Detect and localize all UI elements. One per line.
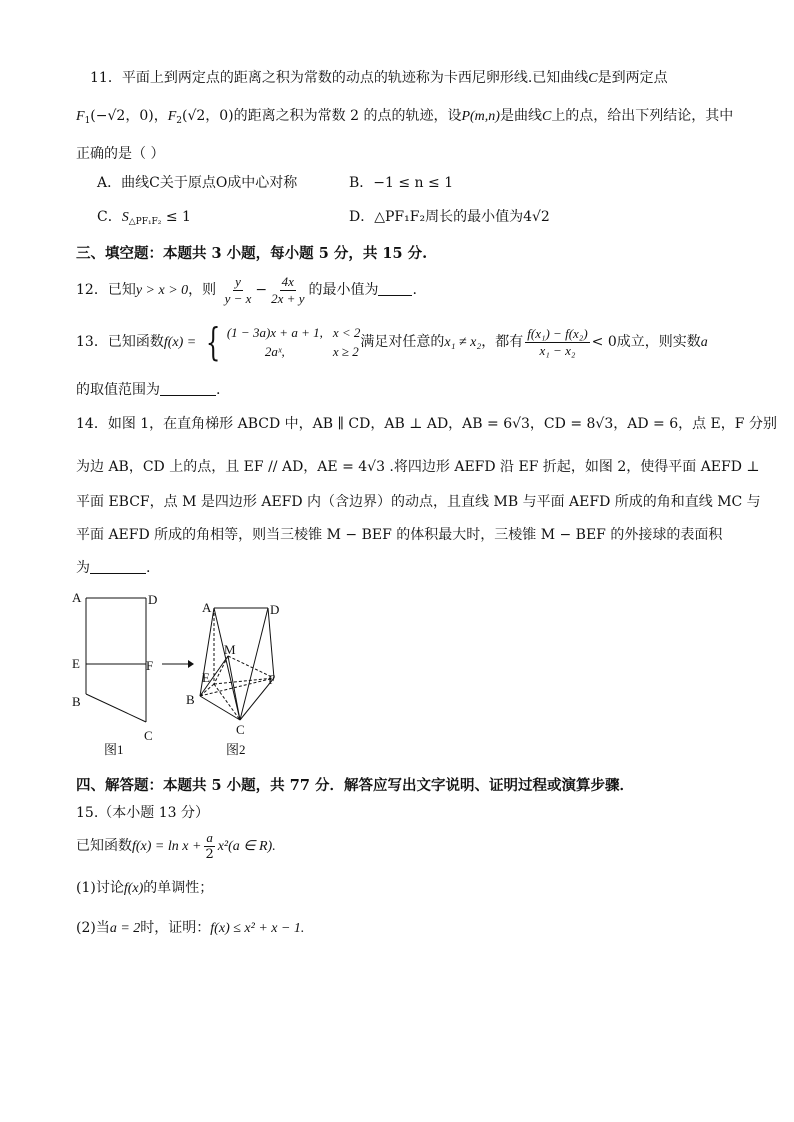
q14-line5	[76, 558, 150, 578]
q15-part2	[76, 918, 304, 939]
point-P: P(m,n)	[461, 109, 500, 124]
fig2-label-m: M	[224, 642, 236, 657]
q15-part1-f: f(x)	[123, 881, 144, 896]
q11-line2-text: 的距离之积为常数 2 的点的轨迹，设	[233, 108, 462, 124]
case2-cond: x ≥ 2	[332, 344, 359, 359]
q12-fraction2: $\frac{4x}{2x + y}$	[271, 273, 305, 306]
q13-fraction: $\frac{\text{f(x₁) − f(x₂)}}{\text{x₁ − x₂}}$	[527, 325, 588, 358]
fig1-label-b: B	[72, 694, 81, 709]
q13-answer-blank[interactable]	[160, 381, 216, 396]
fig1-label-e: E	[72, 656, 80, 671]
option-c-label: C．	[97, 209, 122, 225]
q15-function: f(x) = ln x +	[132, 839, 202, 854]
section4-title: 四、解答题：本题共 5 小题，共 77 分．解答应写出文字说明、证明过程或演算步骤．	[76, 777, 634, 794]
figure-1-trapezoid	[72, 590, 157, 757]
q14-figures	[64, 588, 304, 768]
brace-icon: {	[205, 320, 221, 364]
q11-line3: 正确的是（ ）	[76, 146, 165, 162]
q15-fraction: $\frac{a}{2}$	[205, 829, 214, 862]
q11-line2-end: 上的点，给出下列结论，其中	[551, 108, 734, 124]
q12-fraction1: $\frac{y}{y - x}$	[224, 273, 252, 306]
F2-coord: (√2，0)	[181, 108, 234, 124]
q11-line1	[90, 68, 668, 89]
q12-condition: y > x > 0	[135, 283, 189, 298]
q13-line2-text: 的取值范围为	[76, 382, 160, 398]
q11-option-b: B．−1 ≤ n ≤ 1	[349, 175, 454, 191]
q13-mid: 满足对任意的	[360, 334, 445, 350]
q15-part2-prefix: (2)当	[76, 920, 110, 936]
fig2-label-c: C	[236, 722, 245, 737]
q12-line	[76, 272, 417, 309]
q11-stem-text: 11．平面上到两定点的距离之积为常数的动点的轨迹称为卡西尼卵形线.已知曲线	[90, 70, 589, 86]
q13-line2	[76, 380, 220, 400]
case2-expr: 2aˣ,	[264, 344, 285, 359]
area-subscript: △PF₁F₂	[128, 217, 162, 227]
q13-var-a: a	[700, 335, 708, 350]
q15-part2-mid: 时，证明：	[140, 920, 211, 936]
point-F2: F	[167, 109, 177, 124]
q11-line2: $F_1(-√2$，0)，$F_2(√2$，0)的距离之积为常数 2 的点的轨迹，设P(m,n)是曲线C上的点，给出下列结论，其中	[76, 108, 734, 126]
curve-C: C	[588, 71, 598, 86]
q15-part1-prefix: (1)讨论	[76, 880, 124, 896]
q12-minus: −	[255, 282, 268, 298]
fig1-label-a: A	[72, 590, 82, 605]
q13-line2-end: .	[216, 382, 221, 398]
fig2-label-e: E	[202, 670, 210, 685]
q14-line1: 14．如图 1，在直角梯形 ABCD 中，AB ∥ CD，AB ⊥ AD，AB = 6√3，CD = 8√3，AD = 6，点 E，F 分别	[76, 416, 777, 432]
q12-mid: ，则	[188, 282, 217, 298]
q13-piecewise	[201, 320, 361, 364]
q15-part2-cond: a = 2	[109, 921, 141, 936]
fig1-label-c: C	[144, 728, 153, 743]
q15-part1-suffix: 的单调性；	[143, 880, 214, 896]
q13-inequality: < 0	[591, 334, 617, 350]
arrow-right-icon	[162, 660, 194, 668]
q15-part1	[76, 878, 213, 899]
q14-line5-end: .	[146, 560, 151, 576]
q13-mid2: ，都有	[481, 334, 524, 350]
curve-C-2: C	[541, 109, 552, 124]
figure-2-solid	[186, 600, 279, 757]
q12-end: .	[412, 282, 417, 298]
q14-line5-text: 为	[76, 560, 90, 576]
q15-part2-ineq: f(x) ≤ x² + x − 1.	[210, 921, 305, 936]
q14-line4: 平面 AEFD 所成的角相等，则当三棱锥 M − BEF 的体积最大时，三棱锥 M − BEF 的外接球的表面积	[76, 527, 723, 543]
q11-option-d: D．△PF₁F₂周长的最小值为4√2	[349, 209, 550, 225]
fig1-label-d: D	[148, 592, 158, 607]
q11-line2-text2: 是曲线	[499, 108, 542, 124]
q12-suffix: 的最小值为	[308, 282, 379, 298]
q13-prefix: 13．已知函数	[76, 334, 164, 350]
q14-line3: 平面 EBCF，点 M 是四边形 AEFD 内（含边界）的动点，且直线 MB 与平面 AEFD 所成的角和直线 MC 与	[76, 494, 761, 510]
q13-condition: x₁ ≠ x₂	[444, 335, 482, 350]
q11-option-c	[97, 207, 191, 232]
fig2-label-a: A	[202, 600, 212, 615]
case1-expr: (1 − 3a)x + a + 1,	[226, 325, 323, 340]
q13-end: 成立，则实数	[616, 334, 701, 350]
q13-line1	[76, 322, 708, 363]
section3-title: 三、填空题：本题共 3 小题，每小题 5 分，共 15 分.	[76, 245, 428, 262]
q14-answer-blank[interactable]	[90, 559, 146, 574]
fig2-label-b: B	[186, 692, 195, 707]
q11-option-a: A．曲线C关于原点O成中心对称	[97, 175, 298, 191]
fig1-label-f: F	[146, 658, 154, 673]
q15-header: 15.（本小题 13 分）	[76, 805, 209, 821]
fig2-caption: 图2	[226, 742, 246, 757]
option-c-rest: ≤ 1	[161, 209, 191, 225]
q14-line2: 为边 AB，CD 上的点，且 EF // AD，AE = 4√3 .将四边形 AEFD 沿 EF 折起，如图 2，使得平面 AEFD ⊥	[76, 459, 760, 475]
area-S: S	[121, 210, 129, 225]
F1-coord: (−√2，0)	[90, 108, 154, 124]
case1-cond: x < 2	[332, 325, 361, 340]
q12-answer-blank[interactable]	[378, 281, 412, 296]
q13-function: f(x) =	[163, 335, 197, 350]
q15-given	[76, 828, 276, 865]
q15-given-prefix: 已知函数	[76, 838, 132, 854]
q12-prefix: 12．已知	[76, 282, 136, 298]
point-F1: F	[76, 109, 85, 124]
fig2-label-f: F	[268, 672, 276, 687]
fig2-label-d: D	[270, 602, 280, 617]
q11-stem-end: 是到两定点	[597, 70, 668, 86]
fig1-caption: 图1	[104, 742, 124, 757]
q15-function-rest: x²(a ∈ R).	[217, 839, 276, 854]
